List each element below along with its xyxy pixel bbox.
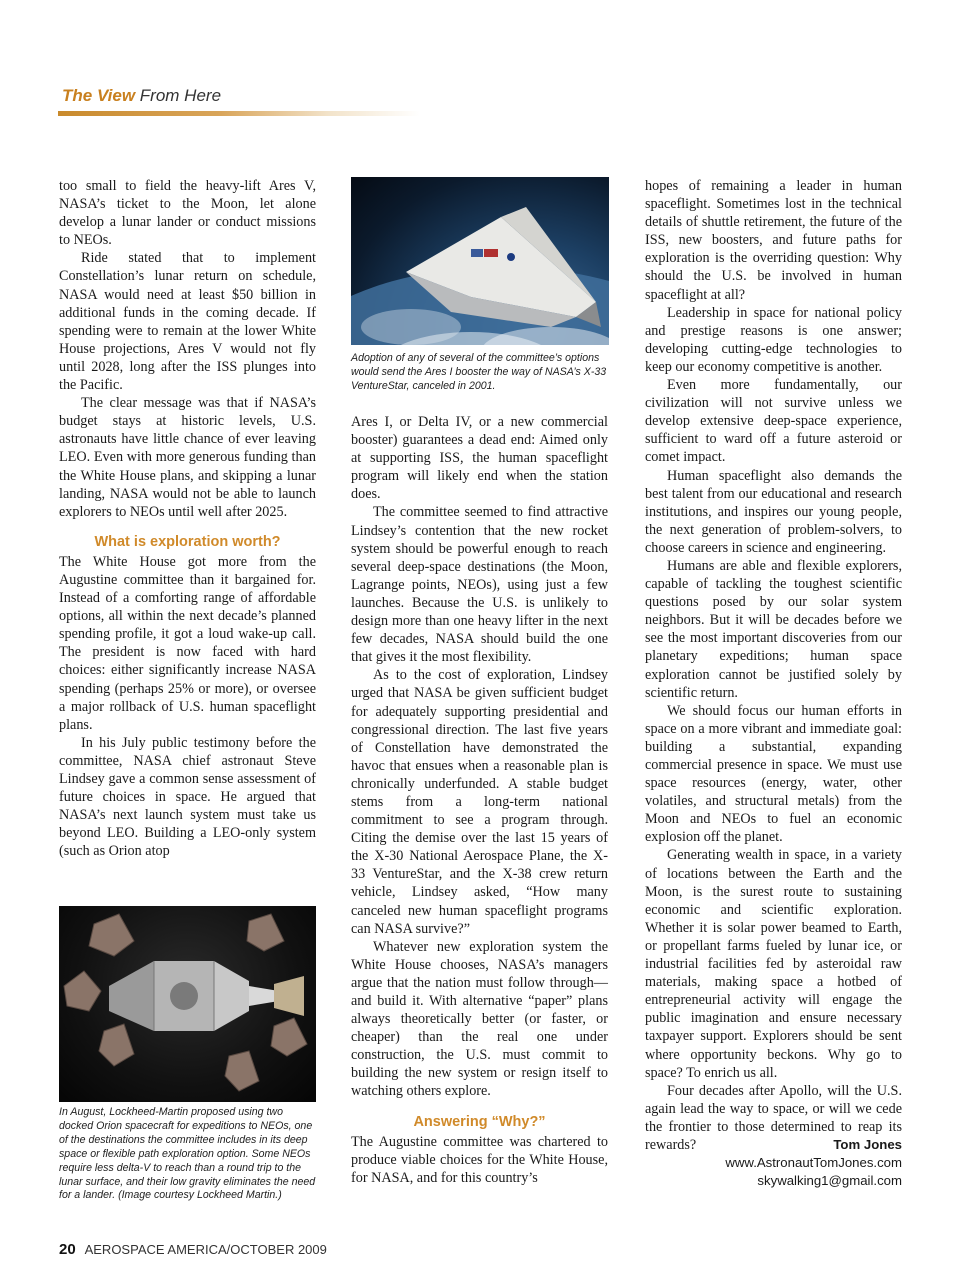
author-email: skywalking1@gmail.com (757, 1173, 902, 1189)
paragraph: Human spaceflight also demands the best talent from our educational and research institutions, and inspires our young people, the next generation of problem-solvers, to choose careers in science and engineering. (645, 467, 902, 556)
section-title-rest: From Here (139, 86, 222, 105)
paragraph: In his July public testimony before the committee, NASA chief astronaut Steve Lindsey gave a common sense assessment of future choices in space. He argued that NASA’s next launch system must take us beyond LEO. Building a LEO-only system (such as Orion atop (59, 734, 316, 860)
paragraph: Humans are able and flexible explorers, capable of tackling the toughest scientific questions posed by our solar system neighbors. But it will be decades before we see the most important discoveries from our planetary expeditions; human space exploration cannot be justified solely by scientific return. (645, 557, 902, 701)
venturestar-caption: Adoption of any of several of the committee’s options would send the Ares I booster the way of NASA’s X-33 VentureStar, canceled in 2001. (351, 352, 607, 392)
paragraph-text: Four decades after Apollo, will the U.S. again lead the way to space, or will we cede the frontier to those determined to reap its rewards? (645, 1082, 902, 1153)
paragraph: The Augustine committee was chartered to produce viable choices for the White House, for NASA, and for this country’s (351, 1133, 608, 1186)
paragraph: The White House got more from the Augustine committee than it bargained for. Instead of a comforting range of affordable options, all within the next decade’s planned spending profile, it got a loud wake-up call. The president is now faced with hard choices: either significantly increase NASA spending (perhaps 25% or more), or oversee a major rollback of U.S. human spaceflight plans. (59, 553, 316, 733)
venturestar-illustration (351, 177, 609, 345)
orion-illustration (59, 906, 316, 1102)
orion-image (59, 906, 316, 1102)
paragraph: The committee seemed to find attractive Lindsey’s contention that the new rocket system should be powerful enough to reach several deep-space destinations (the Moon, Lagrange points, NEOs), using just a few launches. Because the U.S. is unlikely to design more than one heavy lifter in the next few decades, NASA should build the one that gives it the most flexibility. (351, 504, 608, 666)
paragraph: hopes of remaining a leader in human spaceflight. Sometimes lost in the technical details of shuttle retirement, the future of the ISS, new boosters, and future paths for exploration is the overriding question: Why should the U.S. be involved in human spaceflight at all? (645, 178, 902, 303)
paragraph: Ares I, or Delta IV, or a new commercial booster) guarantees a dead end: Aimed only at supporting ISS, the human spaceflight program will likely end when the station does. (351, 414, 608, 503)
venturestar-image (351, 177, 609, 345)
section-title-emphasis: The View (62, 86, 136, 105)
page-number: 20 (59, 1241, 76, 1258)
column-3 (645, 177, 902, 1190)
subhead-exploration-worth: What is exploration worth? (94, 533, 281, 550)
author-name: Tom Jones (833, 1136, 902, 1152)
paragraph: Even more fundamentally, our civilization will not survive unless we develop extensive deep-space experience, sufficient to ward off a future asteroid or comet impact. (645, 377, 902, 466)
author-website: www.AstronautTomJones.com (725, 1155, 902, 1171)
section-header (62, 86, 221, 106)
paragraph: We should focus our human efforts in space on a more vibrant and immediate goal: building a substantial, expanding commercial presence in space. We must use space resources (energy, water, other volatiles, and structural metals) from the Moon and NEOs to fuel an economic explosion off the planet. (645, 702, 902, 846)
paragraph: Ride stated that to implement Constellation’s lunar return on schedule, NASA would need at least $50 billion in additional funds in the coming decade. If spending were to remain at the lower White House projections, Ares V would not fly until 2028, long after the ISS plunges into the Pacific. (59, 250, 316, 394)
paragraph: The clear message was that if NASA’s budget stays at historic levels, U.S. astronauts have little chance of ever leaving LEO. Even with more generous funding than the White House plans, and skipping a lunar landing, NASA would not be able to launch explorers to NEOs until well after 2025. (59, 395, 316, 520)
paragraph: Generating wealth in space, in a variety of locations between the Earth and the Moon, is the surest route to sustaining economic and scientific exploration. Whether it is solar power beamed to Earth, or propellant farms fueled by lunar ice, or industrial facilities fed by asteroidal raw materials, making space a hotbed of entrepreneurial activity will engage the public imagination and ensure necessary taxpayer support. Explorers should be sent where opportunity beckons. Why go to space? To enrich us all. (645, 847, 902, 1081)
column-2 (351, 413, 608, 1187)
header-rule (58, 111, 420, 116)
column-1 (59, 177, 316, 860)
paragraph: too small to field the heavy-lift Ares V, NASA’s ticket to the Moon, let alone develop a lunar lander or conduct missions to NEOs. (59, 178, 316, 249)
paragraph: As to the cost of exploration, Lindsey urged that NASA be given sufficient budget for adequately supporting presidential and congressional direction. The last five years of Constellation have demonstrated the havoc that ensues when a reasonable plan is chronically underfunded. A stable budget stems from a long-term national commitment to see a program through. Citing the demise over the last 15 years of the X-30 National Aerospace Plane, the X-33 VentureStar, and the X-38 crew return vehicle, Lindsey asked, “How many canceled new human spaceflight programs can NASA survive?” (351, 667, 608, 937)
page-footer (59, 1241, 327, 1258)
orion-caption: In August, Lockheed-Martin proposed using two docked Orion spacecraft for expeditions to NEOs, one of the destinations the committee includes in its deep space or flexible path exploration option. Some NEOs require less delta-V to reach than a round trip to the lunar surface, and their low gravity eliminates the need for a lander. (Image courtesy Lockheed Martin.) (59, 1106, 316, 1202)
paragraph: Whatever new exploration system the White House chooses, NASA’s managers argue that the nation must follow through—and build it. With alternative “paper” plans always theoretically better (or faster, or cheaper) than the real one under construction, the U.S. must commit to building the new system or resign itself to watching others explore. (351, 938, 608, 1100)
publication-line: AEROSPACE AMERICA/OCTOBER 2009 (84, 1242, 327, 1257)
paragraph: Leadership in space for national policy and prestige reasons is one answer; developing cutting-edge technologies to keep our economy competitive is another. (645, 304, 902, 375)
subhead-answering-why: Answering “Why?” (413, 1113, 546, 1130)
final-paragraph (645, 1082, 902, 1154)
